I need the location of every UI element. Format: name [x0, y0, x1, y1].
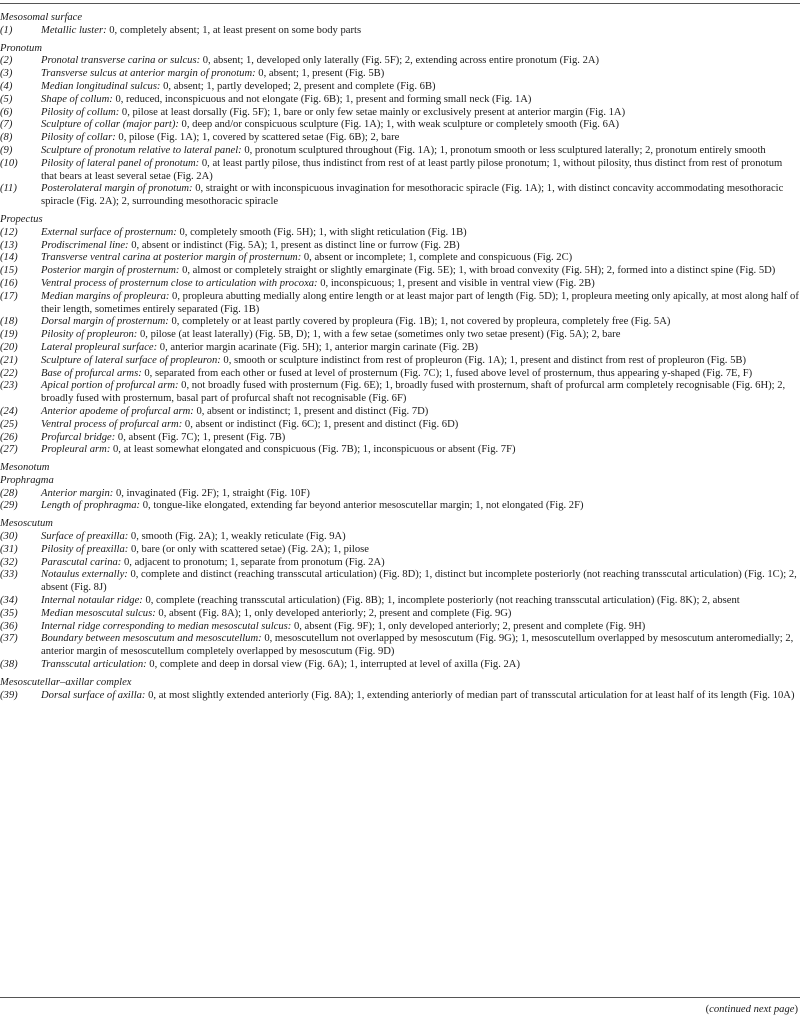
character-number: (33) [0, 569, 18, 581]
character-label: Median mesoscutal sulcus: [41, 607, 156, 619]
section-heading: Propectus [0, 213, 43, 225]
character-states: 0, at least somewhat elongated and conspicuous (Fig. 7B); 1, inconspicuous or absent (Fig. 7F) [110, 444, 516, 456]
character-label: Median margins of propleura: [41, 290, 170, 302]
character-entry [0, 68, 800, 81]
character-entry [0, 432, 800, 445]
character-number: (20) [0, 341, 18, 353]
character-number: (1) [0, 24, 13, 36]
character-entry [0, 500, 800, 513]
character-number: (13) [0, 239, 18, 251]
character-number: (38) [0, 659, 18, 671]
top-rule [0, 3, 800, 4]
character-states: 0, smooth or sculpture indistinct from rest of propleuron (Fig. 1A); 1, present and distinct from rest of propleuron (Fig. 5B) [220, 354, 746, 366]
character-entry [0, 81, 800, 94]
character-entry [0, 659, 800, 672]
character-states: 0, absent or incomplete; 1, complete and conspicuous (Fig. 2C) [301, 252, 573, 264]
character-label: Median longitudinal sulcus: [41, 80, 161, 92]
character-entry [0, 252, 800, 265]
character-entry [0, 278, 800, 291]
character-number: (30) [0, 531, 18, 543]
character-number: (23) [0, 380, 18, 392]
character-entry [0, 25, 800, 38]
character-states: 0, straight or with inconspicuous invagination for mesothoracic spiracle (Fig. 1A); 1, with distinct concavity accommodating mesothoracic spiracle (Fig. 2A); 2, surrounding mesothoracic spiracle [41, 183, 784, 208]
character-number: (5) [0, 93, 13, 105]
character-number: (6) [0, 106, 13, 118]
character-number: (9) [0, 144, 13, 156]
character-entry [0, 621, 800, 634]
character-entry [0, 544, 800, 557]
character-number: (14) [0, 252, 18, 264]
character-entry [0, 355, 800, 368]
character-entry [0, 406, 800, 419]
character-states: 0, pilose (Fig. 1A); 1, covered by scattered setae (Fig. 6B); 2, bare [115, 132, 400, 144]
character-label: Base of profurcal arms: [41, 367, 142, 379]
character-label: Anterior apodeme of profurcal arm: [41, 405, 194, 417]
character-states: 0, completely absent; 1, at least present on some body parts [106, 24, 362, 36]
character-states: 0, deep and/or conspicuous sculpture (Fig. 1A); 1, with weak sculpture or completely smooth (Fig. 6A) [178, 119, 620, 131]
character-label: Notaulus externally: [41, 569, 128, 581]
character-number: (39) [0, 689, 18, 701]
character-states: 0, absent (Fig. 7C); 1, present (Fig. 7B) [115, 431, 286, 443]
character-states: 0, absent or indistinct (Fig. 6C); 1, present and distinct (Fig. 6D) [182, 418, 459, 430]
continued-note: (continued next page) [705, 1004, 798, 1015]
character-entry [0, 291, 800, 317]
character-number: (12) [0, 226, 18, 238]
character-label: External surface of prosternum: [41, 226, 177, 238]
character-label: Sculpture of pronotum relative to lateral panel: [41, 144, 242, 156]
character-label: Parascutal carina: [41, 556, 122, 568]
character-number: (3) [0, 68, 13, 80]
character-entry [0, 569, 800, 595]
character-label: Transscutal articulation: [41, 659, 147, 671]
character-label: Anterior margin: [41, 487, 114, 499]
character-states: 0, inconspicuous; 1, present and visible in ventral view (Fig. 2B) [317, 277, 595, 289]
character-number: (8) [0, 132, 13, 144]
character-label: Ventral process of prosternum close to articulation with procoxa: [41, 277, 318, 289]
character-label: Posterior margin of prosternum: [41, 265, 180, 277]
character-label: Pilosity of propleuron: [41, 329, 138, 341]
character-number: (16) [0, 277, 18, 289]
character-number: (29) [0, 500, 18, 512]
character-label: Ventral process of profurcal arm: [41, 418, 183, 430]
section-heading: Mesosomal surface [0, 12, 83, 23]
character-label: Transverse ventral carina at posterior margin of prosternum: [41, 252, 302, 264]
character-number: (22) [0, 367, 18, 379]
character-label: Sculpture of lateral surface of propleuron: [41, 354, 221, 366]
character-entry [0, 608, 800, 621]
character-states: 0, absent; 1, developed only laterally (Fig. 5F); 2, extending across entire pronotum (Fig. 2A) [200, 55, 600, 67]
character-states: 0, pilose (at least laterally) (Fig. 5B, D); 1, with a few setae (sometimes only two setae present) (Fig. 5A); 2, bare [137, 329, 621, 341]
character-label: Dorsal surface of axilla: [41, 689, 146, 701]
character-number: (4) [0, 80, 13, 92]
character-entry [0, 380, 800, 406]
character-entry [0, 444, 800, 457]
character-number: (11) [0, 183, 17, 195]
character-label: Length of prophragma: [41, 500, 141, 512]
character-entry [0, 316, 800, 329]
character-states: 0, absent (Fig. 9F); 1, only developed anteriorly; 2, present and complete (Fig. 9H) [291, 620, 646, 632]
section-heading: Mesoscutellar–axillar complex [0, 676, 132, 688]
character-label: Surface of preaxilla: [41, 531, 129, 543]
character-label: Metallic luster: [41, 24, 107, 36]
character-label: Pronotal transverse carina or sulcus: [41, 55, 201, 67]
character-entry [0, 488, 800, 501]
character-states: 0, tongue-like elongated, extending far beyond anterior mesoscutellar margin; 1, not elongated (Fig. 2F) [140, 500, 584, 512]
character-states: 0, mesoscutellum not overlapped by mesoscutum (Fig. 9G); 1, mesoscutellum overlapped by mesoscutum anteromedially; 2, anterior margin of mesoscutellum completely overlapped by mesoscutum (Fig. 9D) [41, 633, 794, 658]
character-entry [0, 690, 800, 703]
character-entry [0, 240, 800, 253]
character-number: (37) [0, 633, 18, 645]
character-label: Apical portion of profurcal arm: [41, 380, 179, 392]
character-label: Transverse sulcus at anterior margin of pronotum: [41, 68, 256, 80]
character-number: (17) [0, 290, 18, 302]
character-states: 0, invaginated (Fig. 2F); 1, straight (Fig. 10F) [113, 487, 310, 499]
character-entry [0, 145, 800, 158]
character-states: 0, almost or completely straight or slightly emarginate (Fig. 5E); 1, with broad convexity (Fig. 5H); 2, formed into a distinct spine (Fig. 5D) [179, 265, 776, 277]
character-states: 0, pronotum sculptured throughout (Fig. 1A); 1, pronotum smooth or less sculptured laterally; 2, pronotum entirely smooth [241, 144, 766, 156]
character-states: 0, absent or indistinct (Fig. 5A); 1, present as distinct line or furrow (Fig. 2B) [128, 239, 460, 251]
character-states: 0, bare (or only with scattered setae) (Fig. 2A); 1, pilose [128, 543, 369, 555]
character-number: (7) [0, 119, 13, 131]
character-number: (28) [0, 487, 18, 499]
character-label: Boundary between mesoscutum and mesoscutellum: [41, 633, 262, 645]
character-number: (25) [0, 418, 18, 430]
character-states: 0, adjacent to pronotum; 1, separate from pronotum (Fig. 2A) [121, 556, 385, 568]
character-states: 0, reduced, inconspicuous and not elongate (Fig. 6B); 1, present and forming small neck (Fig. 1A) [112, 93, 532, 105]
character-states: 0, absent; 1, partly developed; 2, present and complete (Fig. 6B) [160, 80, 436, 92]
character-label: Shape of collum: [41, 93, 113, 105]
character-entry [0, 342, 800, 355]
bottom-rule [0, 997, 800, 998]
character-label: Posterolateral margin of pronotum: [41, 183, 193, 195]
section-heading: Pronotum [0, 42, 42, 54]
section-heading: Mesonotum [0, 462, 50, 474]
character-label: Propleural arm: [41, 444, 111, 456]
character-label: Lateral propleural surface: [41, 341, 158, 353]
character-list [0, 10, 800, 702]
character-number: (24) [0, 405, 18, 417]
character-entry [0, 183, 800, 209]
character-number: (15) [0, 265, 18, 277]
character-label: Dorsal margin of prosternum: [41, 316, 169, 328]
character-number: (35) [0, 607, 18, 619]
character-entry [0, 557, 800, 570]
character-entry [0, 419, 800, 432]
character-states: 0, absent (Fig. 8A); 1, only developed anteriorly; 2, present and complete (Fig. 9G) [155, 607, 512, 619]
character-label: Pilosity of preaxilla: [41, 543, 129, 555]
character-entry [0, 265, 800, 278]
character-states: 0, completely smooth (Fig. 5H); 1, with slight reticulation (Fig. 1B) [176, 226, 467, 238]
character-states: 0, absent; 1, present (Fig. 5B) [255, 68, 385, 80]
character-entry [0, 595, 800, 608]
character-label: Profurcal bridge: [41, 431, 116, 443]
character-entry [0, 94, 800, 107]
character-entry [0, 132, 800, 145]
character-label: Internal notaular ridge: [41, 595, 143, 607]
character-number: (10) [0, 157, 18, 169]
character-states: 0, anterior margin acarinate (Fig. 5H); 1, anterior margin carinate (Fig. 2B) [157, 341, 478, 353]
character-number: (32) [0, 556, 18, 568]
character-states: 0, propleura abutting medially along entire length or at least major part of length (Fig. 5D); 1, propleura meeting only apically, at most along half of their length, sometimes entirely separated (Fig. 1B) [41, 290, 799, 315]
character-entry [0, 633, 800, 659]
character-number: (34) [0, 595, 18, 607]
character-number: (31) [0, 543, 18, 555]
character-label: Internal ridge corresponding to median mesoscutal sulcus: [41, 620, 292, 632]
character-number: (27) [0, 444, 18, 456]
character-entry [0, 107, 800, 120]
character-states: 0, absent or indistinct; 1, present and distinct (Fig. 7D) [193, 405, 429, 417]
character-states: 0, smooth (Fig. 2A); 1, weakly reticulate (Fig. 9A) [128, 531, 346, 543]
character-entry [0, 227, 800, 240]
character-states: 0, complete and deep in dorsal view (Fig. 6A); 1, interrupted at level of axilla (Fig. 2A) [146, 659, 520, 671]
character-label: Sculpture of collar (major part): [41, 119, 179, 131]
character-states: 0, not broadly fused with prosternum (Fig. 6E); 1, broadly fused with prosternum, shaft of profurcal arm completely recognisable (Fig. 6H); 2, broadly fused with prosternum, basal part of profurcal shaft not recognisable (Fig. 6F) [41, 380, 786, 405]
character-number: (18) [0, 316, 18, 328]
character-entry [0, 119, 800, 132]
character-entry [0, 368, 800, 381]
character-label: Pilosity of collum: [41, 106, 120, 118]
character-label: Pilosity of collar: [41, 132, 116, 144]
subsection-heading: Prophragma [0, 474, 54, 486]
character-entry [0, 158, 800, 184]
character-label: Prodiscrimenal line: [41, 239, 129, 251]
character-states: 0, completely or at least partly covered by propleura (Fig. 1B); 1, not covered by propleura, completely free (Fig. 5A) [168, 316, 671, 328]
section-heading: Mesoscutum [0, 518, 53, 530]
character-number: (36) [0, 620, 18, 632]
character-states: 0, at least partly pilose, thus indistinct from rest of at least partly pilose pronotum; 1, without pilosity, thus distinct from rest of pronotum that bears at least several setae (Fig. 2A) [41, 157, 783, 182]
character-entry [0, 55, 800, 68]
character-number: (2) [0, 55, 13, 67]
character-number: (21) [0, 354, 18, 366]
character-entry [0, 531, 800, 544]
character-label: Pilosity of lateral panel of pronotum: [41, 157, 200, 169]
character-states: 0, complete (reaching transscutal articulation) (Fig. 8B); 1, incomplete posteriorly (not reaching transscutal articulation) (Fig. 8K); 2, absent [142, 595, 740, 607]
character-number: (26) [0, 431, 18, 443]
character-number: (19) [0, 329, 18, 341]
character-entry [0, 329, 800, 342]
character-states: 0, complete and distinct (reaching transscutal articulation) (Fig. 8D); 1, distinct but incomplete posteriorly (not reaching transscutal articulation) (Fig. 1C); 2, absent (Fig. 8J) [41, 569, 797, 594]
character-states: 0, pilose at least dorsally (Fig. 5F); 1, bare or only few setae mainly or exclusively present at anterior margin (Fig. 1A) [119, 106, 626, 118]
character-states: 0, at most slightly extended anteriorly (Fig. 8A); 1, extending anteriorly of median part of transscutal articulation for at least half of its length (Fig. 10A) [145, 689, 795, 701]
character-states: 0, separated from each other or fused at level of prosternum (Fig. 7C); 1, fused above level of prosternum, thus appearing y-shaped (Fig. 7E, F) [141, 367, 753, 379]
